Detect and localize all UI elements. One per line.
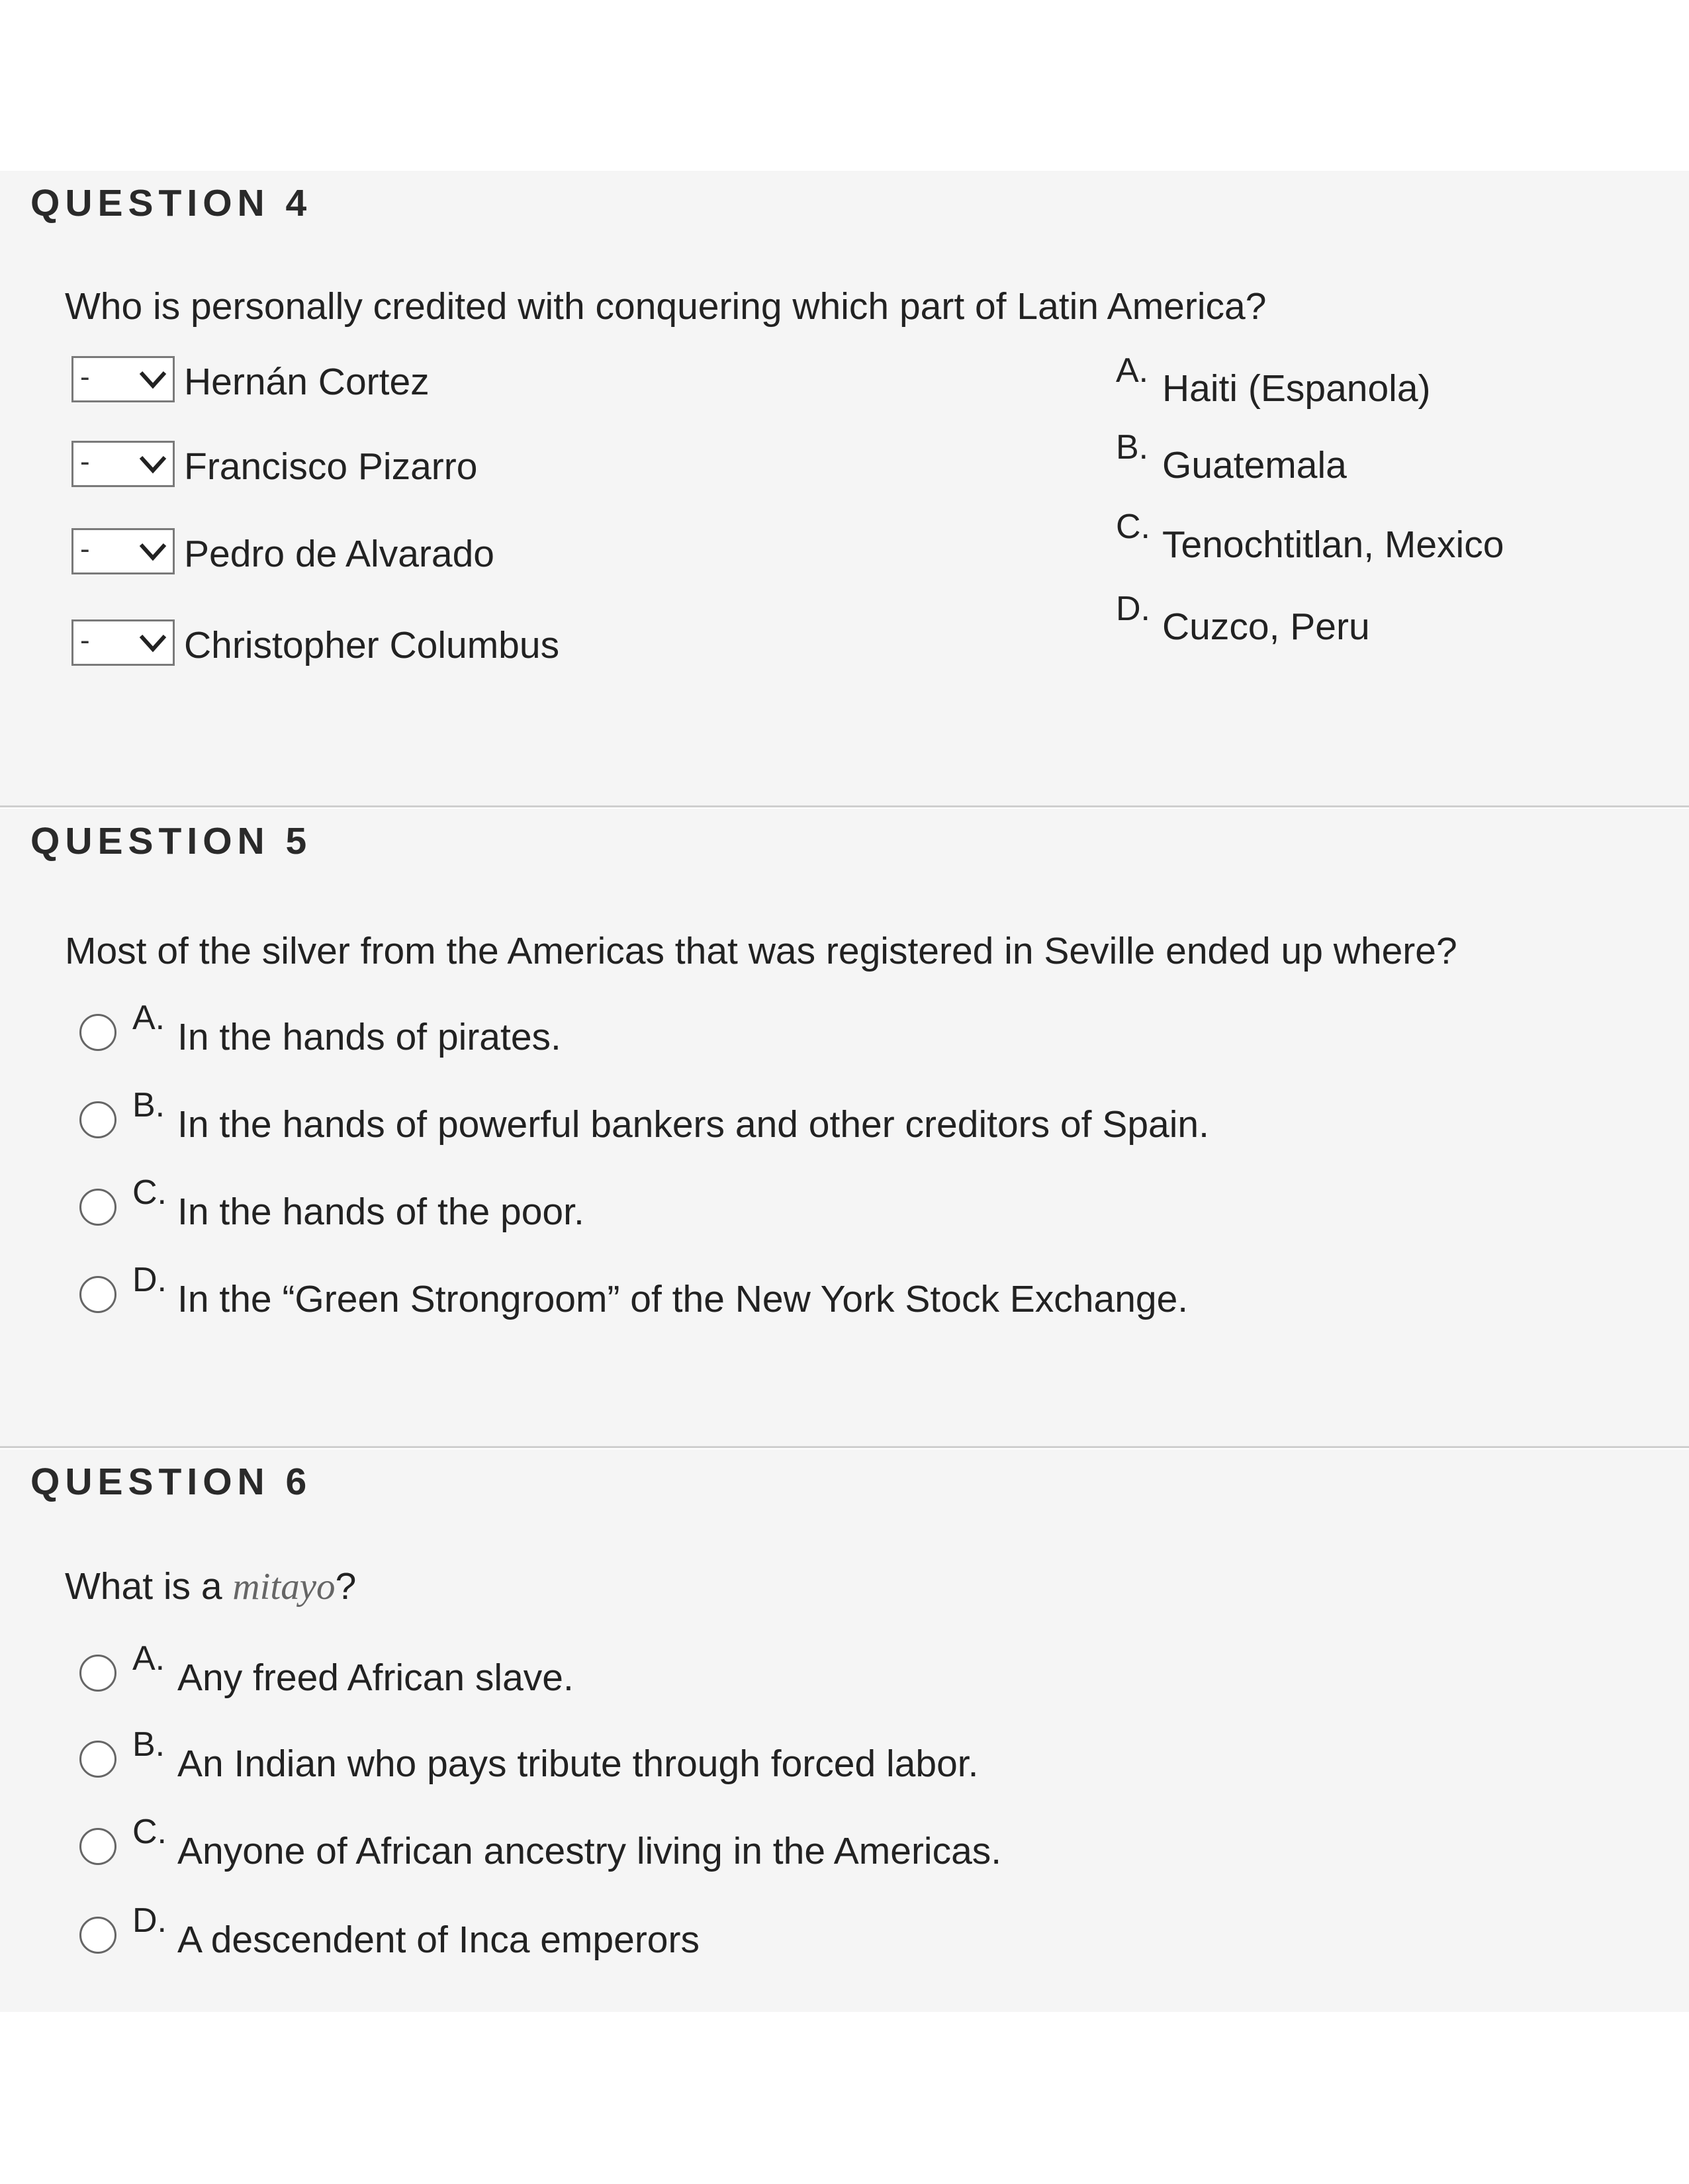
match-answer-text: Cuzco, Peru [1162,606,1370,648]
radio-button[interactable] [79,1741,116,1778]
option-letter: B. [132,1086,165,1124]
option-letter: C. [132,1813,167,1851]
chevron-down-icon [138,455,167,475]
question-4-panel [0,171,1689,807]
chevron-down-icon [138,370,167,390]
match-label-pizarro: Francisco Pizarro [184,445,478,488]
question-4-prompt: Who is personally credited with conquering which part of Latin America? [65,285,1267,328]
question-5-heading: QUESTION 5 [30,820,312,862]
option-letter: A. [132,999,165,1037]
question-6-panel [0,1449,1689,2012]
match-answer-text: Guatemala [1162,444,1347,486]
radio-button[interactable] [79,1828,116,1865]
option-text: Any freed African slave. [177,1657,574,1699]
option-letter: A. [132,1639,165,1678]
radio-button[interactable] [79,1189,116,1226]
match-label-columbus: Christopher Columbus [184,624,560,666]
question-6-prompt [65,1565,356,1608]
option-letter: B. [132,1725,165,1764]
match-select-columbus[interactable]: - [71,619,175,666]
option-letter: D. [132,1261,167,1299]
radio-button[interactable] [79,1655,116,1692]
match-answer-letter: B. [1116,428,1149,467]
match-select-pizarro[interactable]: - [71,441,175,487]
option-letter: D. [132,1901,167,1940]
question-6-heading: QUESTION 6 [30,1461,312,1503]
chevron-down-icon [138,542,167,562]
match-answer-text: Tenochtitlan, Mexico [1162,523,1504,566]
chevron-down-icon [138,633,167,653]
match-answer-text: Haiti (Espanola) [1162,367,1431,410]
option-text: An Indian who pays tribute through forced labor. [177,1743,979,1785]
option-text: A descendent of Inca emperors [177,1919,700,1961]
question-4-heading: QUESTION 4 [30,182,312,224]
question-5-panel [0,809,1689,1448]
prompt-text: ? [335,1565,357,1608]
prompt-text: What is a [65,1565,233,1608]
radio-button[interactable] [79,1014,116,1051]
match-label-cortez: Hernán Cortez [184,361,430,403]
match-label-alvarado: Pedro de Alvarado [184,533,494,575]
option-letter: C. [132,1173,167,1212]
option-text: Anyone of African ancestry living in the Americas. [177,1830,1002,1872]
option-text: In the hands of pirates. [177,1016,561,1058]
match-select-cortez[interactable]: - [71,356,175,402]
match-select-alvarado[interactable]: - [71,528,175,574]
match-answer-letter: D. [1116,590,1150,628]
radio-button[interactable] [79,1917,116,1954]
radio-button[interactable] [79,1276,116,1313]
prompt-term: mitayo [232,1566,336,1608]
match-answer-letter: A. [1116,351,1149,390]
radio-button[interactable] [79,1101,116,1138]
option-text: In the “Green Strongroom” of the New York Stock Exchange. [177,1278,1189,1320]
question-5-prompt: Most of the silver from the Americas that was registered in Seville ended up where? [65,930,1457,972]
match-answer-letter: C. [1116,508,1150,546]
option-text: In the hands of the poor. [177,1191,584,1233]
option-text: In the hands of powerful bankers and other creditors of Spain. [177,1103,1209,1146]
